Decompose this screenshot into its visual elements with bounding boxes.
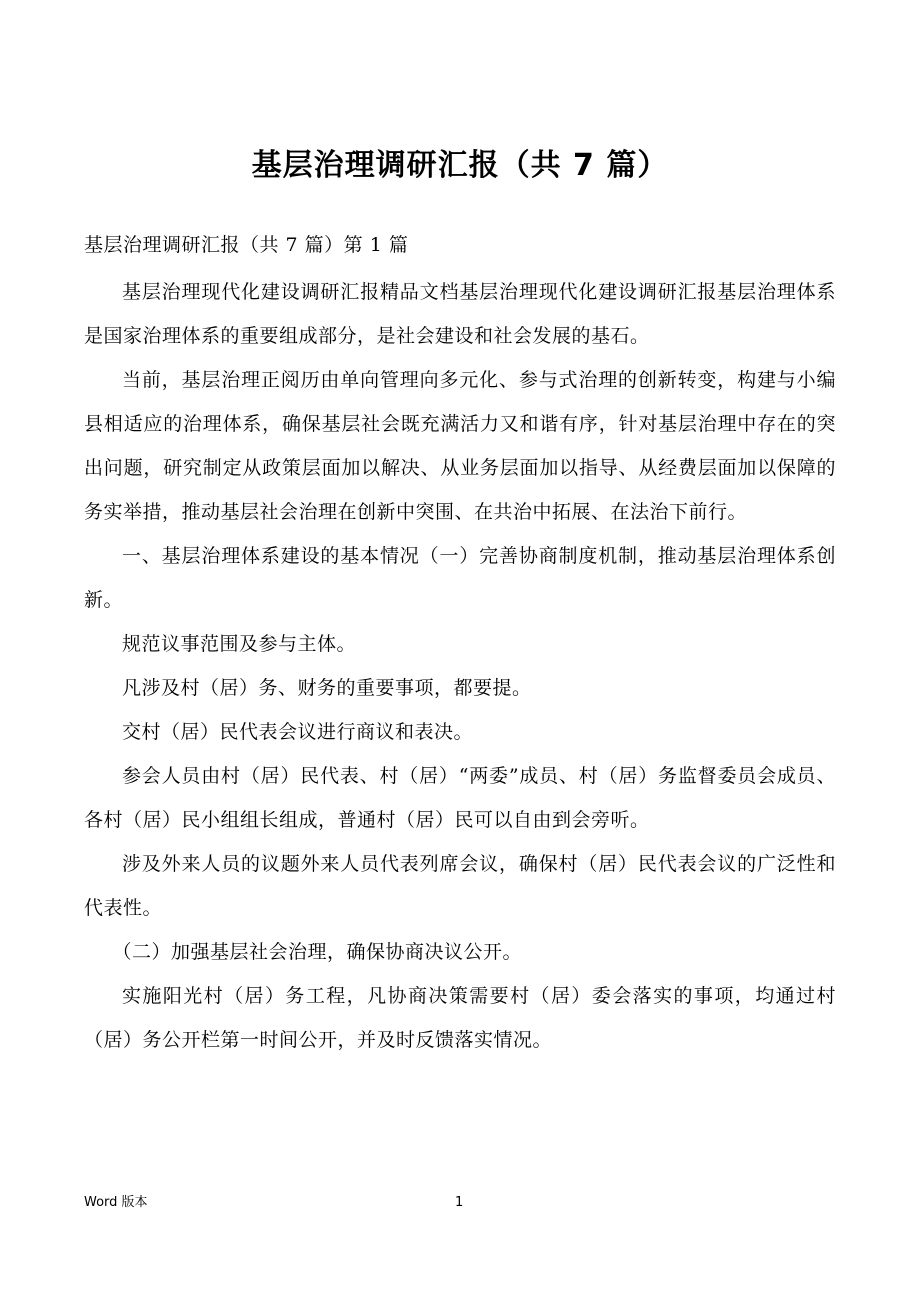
footer-label: Word 版本	[84, 1195, 148, 1210]
document-body	[84, 228, 836, 1062]
paragraph-10: 实施阳光村（居）务工程，凡协商决策需要村（居）委会落实的事项，均通过村（居）务公开栏第一时间公开，并及时反馈落实情况。	[84, 985, 836, 1051]
document-title: 基层治理调研汇报（共 7 篇）	[251, 148, 669, 183]
page-number: 1	[455, 1195, 464, 1210]
paragraph-5: 凡涉及村（居）务、财务的重要事项，都要提。	[122, 677, 532, 699]
section-subtitle: 基层治理调研汇报（共 7 篇）第 1 篇	[84, 234, 409, 256]
paragraph-7: 参会人员由村（居）民代表、村（居）“两委”成员、村（居）务监督委员会成员、各村（居）民小组组长组成，普通村（居）民可以自由到会旁听。	[84, 765, 836, 831]
paragraph-1: 基层治理现代化建设调研汇报精品文档基层治理现代化建设调研汇报基层治理体系是国家治理体系的重要组成部分，是社会建设和社会发展的基石。	[84, 281, 836, 347]
paragraph-4: 规范议事范围及参与主体。	[122, 633, 357, 655]
paragraph-6: 交村（居）民代表会议进行商议和表决。	[122, 721, 474, 743]
paragraph-2: 当前，基层治理正阅历由单向管理向多元化、参与式治理的创新转变，构建与小编县相适应的治理体系，确保基层社会既充满活力又和谐有序，针对基层治理中存在的突出问题，研究制定从政策层面加以解决、从业务层面加以指导、从经费层面加以保障的务实举措，推动基层社会治理在创新中突围、在共治中拓展、在法治下前行。	[84, 369, 836, 523]
paragraph-9: （二）加强基层社会治理，确保协商决议公开。	[112, 941, 523, 963]
paragraph-8: 涉及外来人员的议题外来人员代表列席会议，确保村（居）民代表会议的广泛性和代表性。	[84, 853, 836, 919]
paragraph-3: 一、基层治理体系建设的基本情况（一）完善协商制度机制，推动基层治理体系创新。	[84, 545, 836, 611]
